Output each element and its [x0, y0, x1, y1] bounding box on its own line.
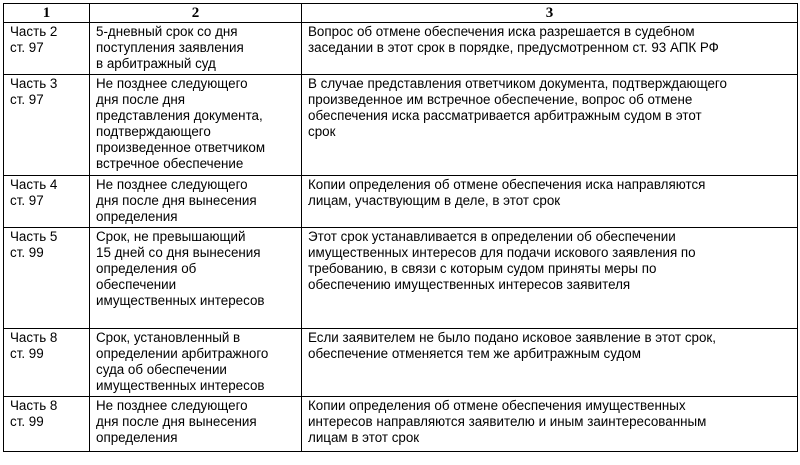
header-row	[4, 4, 798, 23]
article-part-cell: Часть 8 ст. 99	[4, 329, 90, 397]
deadlines-table	[3, 3, 798, 452]
table-row	[4, 397, 798, 452]
description-cell: Вопрос об отмене обеспечения иска разрешается в судебном заседании в этот срок в порядке, предусмотренном ст. 93 АПК РФ	[302, 23, 798, 75]
term-cell: Не позднее следующего дня после дня вынесения определения	[90, 397, 302, 452]
column-header-3: 3	[302, 4, 798, 23]
term-cell: 5-дневный срок со дня поступления заявления в арбитражный суд	[90, 23, 302, 75]
term-cell: Срок, не превышающий 15 дней со дня вынесения определения об обеспечении имущественных интересов	[90, 228, 302, 329]
table-row	[4, 228, 798, 329]
table-row	[4, 23, 798, 75]
column-header-1: 1	[4, 4, 90, 23]
description-cell: Этот срок устанавливается в определении об обеспечении имущественных интересов для подачи искового заявления по требованию, в связи с которым судом приняты меры по обеспечению имущественных интересов заявителя	[302, 228, 798, 329]
description-cell: Копии определения об отмене обеспечения имущественных интересов направляются заявителю и иным заинтересованным лицам в этот срок	[302, 397, 798, 452]
table-row	[4, 329, 798, 397]
article-part-cell: Часть 2 ст. 97	[4, 23, 90, 75]
table-row	[4, 75, 798, 176]
article-part-cell: Часть 4 ст. 97	[4, 176, 90, 228]
table-row	[4, 176, 798, 228]
term-cell: Срок, установленный в определении арбитражного суда об обеспечении имущественных интересов	[90, 329, 302, 397]
article-part-cell: Часть 8 ст. 99	[4, 397, 90, 452]
article-part-cell: Часть 3 ст. 97	[4, 75, 90, 176]
term-cell: Не позднее следующего дня после дня вынесения определения	[90, 176, 302, 228]
description-cell: Копии определения об отмене обеспечения иска направляются лицам, участвующим в деле, в этот срок	[302, 176, 798, 228]
article-part-cell: Часть 5 ст. 99	[4, 228, 90, 329]
term-cell: Не позднее следующего дня после дня представления документа, подтверждающего произведенное ответчиком встречное обеспечение	[90, 75, 302, 176]
description-cell: Если заявителем не было подано исковое заявление в этот срок, обеспечение отменяется тем же арбитражным судом	[302, 329, 798, 397]
description-cell: В случае представления ответчиком документа, подтверждающего произведенное им встречное обеспечение, вопрос об отмене обеспечения иска рассматривается арбитражным судом в этот срок	[302, 75, 798, 176]
column-header-2: 2	[90, 4, 302, 23]
